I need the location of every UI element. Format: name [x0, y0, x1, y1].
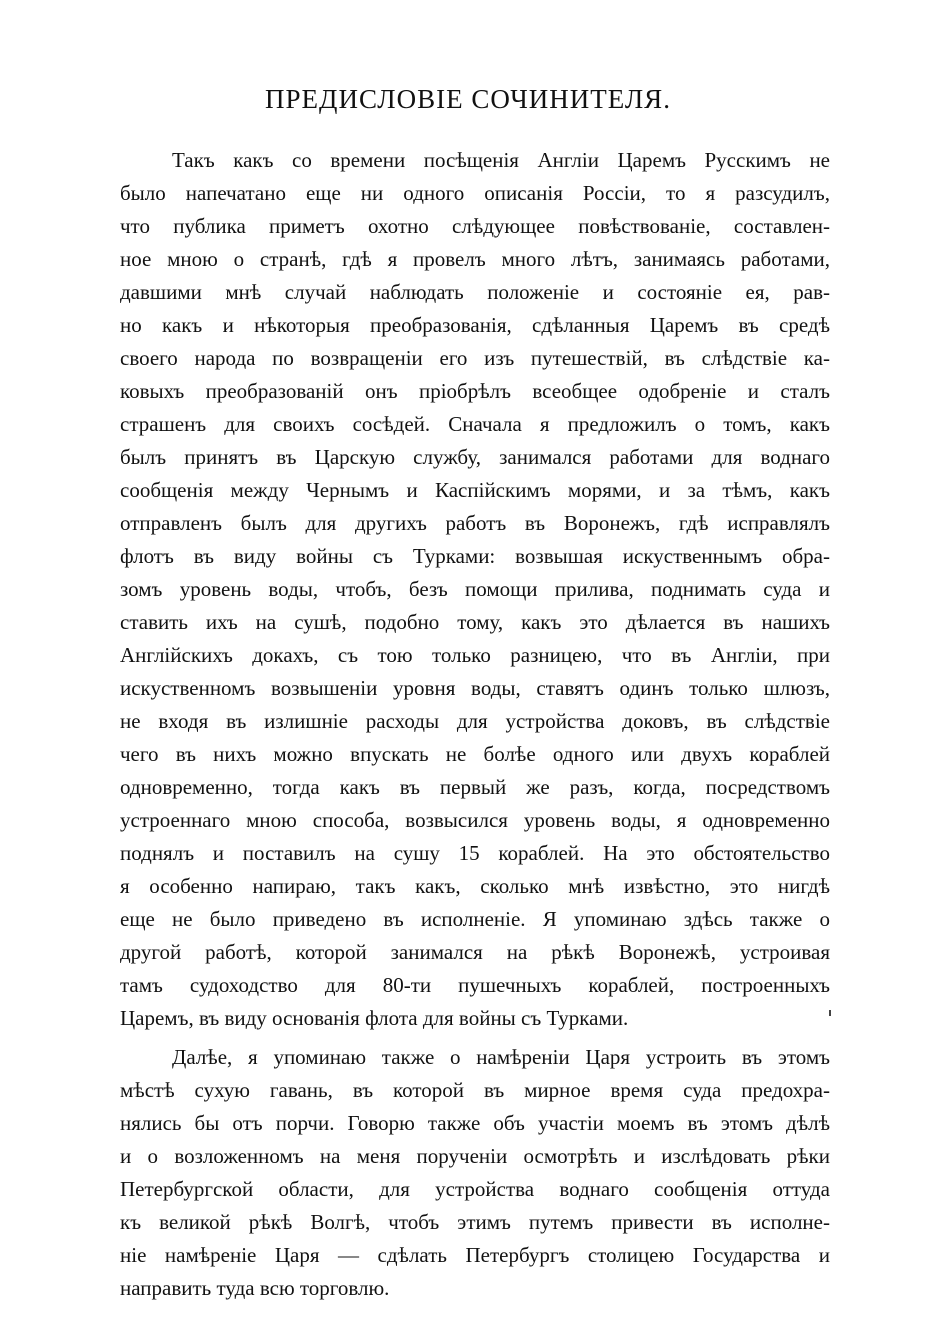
text-line: я особенно напираю, такъ какъ, сколько мнѣ извѣстно, это нигдѣ	[120, 874, 830, 898]
text-line: ніе намѣреніе Царя — сдѣлать Петербургъ столицею Государства и	[120, 1243, 830, 1267]
text-line: устроеннаго мною способа, возвысился уровень воды, я одновременно	[120, 808, 830, 832]
text-line: былъ принятъ въ Царскую службу, занимался работами для воднаго	[120, 445, 830, 469]
text-line: но какъ и нѣкоторыя преобразованія, сдѣланныя Царемъ въ средѣ	[120, 313, 830, 337]
text-line: отправленъ былъ для другихъ работъ въ Воронежъ, гдѣ исправлялъ	[120, 511, 830, 535]
text-line: Такъ какъ со времени посѣщенія Англіи Царемъ Русскимъ не	[172, 148, 830, 172]
text-line: къ великой рѣкѣ Волгѣ, чтобъ этимъ путемъ привести въ исполне-	[120, 1210, 830, 1234]
body-text	[120, 144, 830, 1305]
text-line: тамъ судоходство для 80-ти пушечныхъ кораблей, построенныхъ	[120, 973, 830, 997]
text-line: сообщенія между Чернымъ и Каспійскимъ морями, и за тѣмъ, какъ	[120, 478, 830, 502]
text-line: одновременно, тогда какъ въ первый же разъ, когда, посредствомъ	[120, 775, 830, 799]
text-line: не входя въ излишніе расходы для устройства доковъ, въ слѣдствіе	[120, 709, 830, 733]
text-line: своего народа по возвращеніи его изъ путешествій, въ слѣдствіе ка-	[120, 346, 830, 370]
text-line: страшенъ для своихъ сосѣдей. Сначала я предложилъ о томъ, какъ	[120, 412, 830, 436]
text-line: направить туда всю торговлю.	[120, 1276, 390, 1300]
text-line: искуственномъ возвышеніи уровня воды, ставятъ одинъ только шлюзъ,	[120, 676, 830, 700]
text-line: поднялъ и поставилъ на сушу 15 кораблей. На это обстоятельство	[120, 841, 830, 865]
text-line: Царемъ, въ виду основанія флота для войны съ Турками.	[120, 1006, 629, 1030]
paragraph-2	[120, 1041, 830, 1305]
text-line: нялись бы отъ порчи. Говорю также объ участіи моемъ въ этомъ дѣлѣ	[120, 1111, 830, 1135]
text-line: Англійскихъ докахъ, съ тою только разницею, что въ Англіи, при	[120, 643, 830, 667]
text-line: ковыхъ преобразованій онъ пріобрѣлъ всеобщее одобреніе и сталъ	[120, 379, 830, 403]
paragraph-1	[120, 144, 830, 1035]
text-line: и о возложенномъ на меня порученіи осмотрѣть и изслѣдовать рѣки	[120, 1144, 830, 1168]
text-line: ное мною о странѣ, гдѣ я провелъ много лѣтъ, занимаясь работами,	[120, 247, 830, 271]
text-line: было напечатано еще ни одного описанія Россіи, то я разсудилъ,	[120, 181, 830, 205]
text-line: давшими мнѣ случай наблюдать положеніе и состояніе ея, рав-	[120, 280, 830, 304]
text-line: зомъ уровень воды, чтобъ, безъ помощи прилива, поднимать суда и	[120, 577, 830, 601]
text-line: что публика приметъ охотно слѣдующее повѣствованіе, составлен-	[120, 214, 830, 238]
text-line: чего въ нихъ можно впускать не болѣе одного или двухъ кораблей	[120, 742, 830, 766]
text-line: флотъ въ виду войны съ Турками: возвышая искуственнымъ обра-	[120, 544, 830, 568]
text-line: другой работѣ, которой занимался на рѣкѣ Воронежѣ, устроивая	[120, 940, 830, 964]
text-line: мѣстѣ сухую гавань, въ которой въ мирное время суда предохра-	[120, 1078, 830, 1102]
text-line: Далѣе, я упоминаю также о намѣреніи Царя устроить въ этомъ	[172, 1045, 830, 1069]
text-line: Петербургской области, для устройства воднаго сообщенія оттуда	[120, 1177, 830, 1201]
text-line: еще не было приведено въ исполненіе. Я упоминаю здѣсь также о	[120, 907, 830, 931]
page-title: ПРЕДИСЛОВІЕ СОЧИНИТЕЛЯ.	[265, 84, 671, 114]
text-line: ставить ихъ на сушѣ, подобно тому, какъ это дѣлается въ нашихъ	[120, 610, 830, 634]
print-speck	[829, 1010, 831, 1016]
